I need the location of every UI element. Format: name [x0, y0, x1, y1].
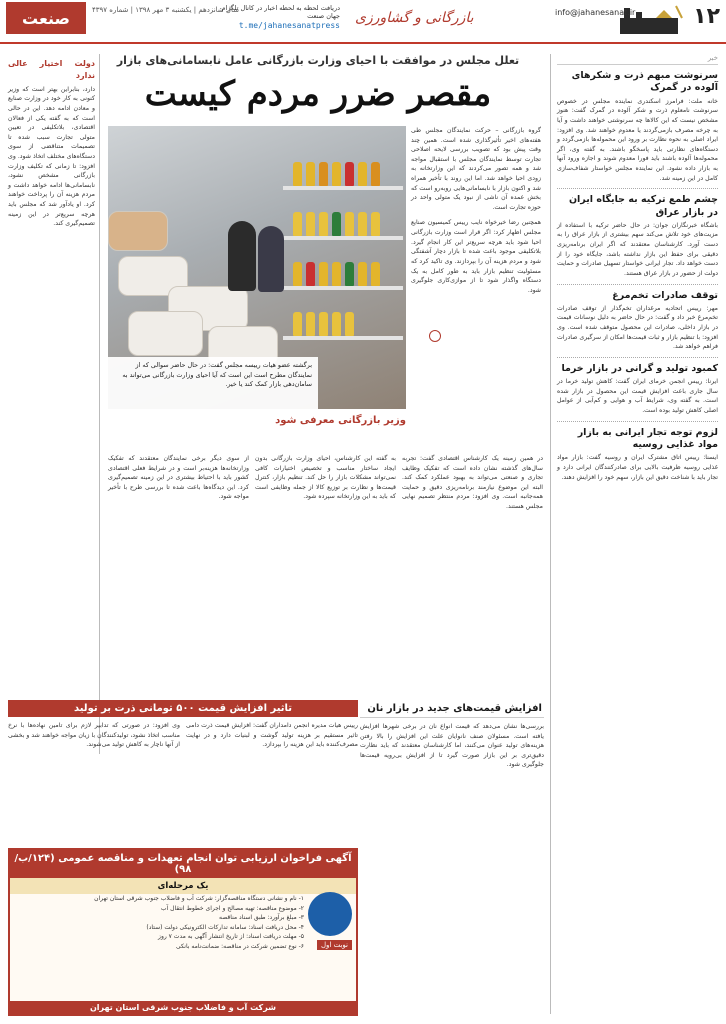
oil-bottle	[332, 162, 341, 186]
oil-bottle	[319, 162, 328, 186]
oil-bottle	[358, 162, 367, 186]
brief-title: لزوم توجه تجار ایرانی به بازار مواد غذایی روسیه	[577, 426, 718, 451]
oil-bottle	[345, 212, 354, 236]
story-kicker: تعلل مجلس در موافقت با احیای وزارت بازرگانی عامل نابسامانی‌های بازار	[116, 54, 520, 67]
ad-line: ۱- نام و نشانی دستگاه مناقصه‌گزار: شرکت آب و فاضلاب جنوب شرقی استان تهران	[94, 895, 304, 902]
brief-title: توقف صادرات تخم‌مرغ	[612, 289, 718, 301]
article-text: همچنین رضا خیرخواه نایب رییس کمیسیون صنایع مجلس اظهار کرد: اگر قرار است وزارت بازرگانی احیا شود باید هرچه سریع‌تر این کار انجام گیرد. بلاتکلیفی موجود باعث شده تا بازار دچار آشفتگی شود و مردم هزینه آن را بپردازند. وی تاکید کرد که مسئولیت تنظیم بازار باید به طور کامل به یک دستگاه واگذار شود تا از موازی‌کاری جلوگیری شود.	[411, 219, 541, 294]
quote-block	[108, 415, 406, 426]
article-text: رییس هیات مدیره انجمن دامداران گفت: افزایش قیمت ذرت دامی تاثیر مستقیم بر هزینه تولید گوشت و لبنیات دارد و در نهایت مصرف‌کننده باید این هزینه را بپردازد.	[186, 722, 358, 749]
tender-advertisement	[8, 848, 358, 1016]
photo-caption: برگشته عضو هیات رییسه مجلس گفت: در حال حاضر سوالی که از نمایندگان مطرح است این است که آیا احیای وزارت بازرگانی می‌تواند به سامان‌دهی بازار کمک کند یا خیر.	[108, 357, 318, 409]
svg-text:صنعت: صنعت	[22, 9, 70, 28]
issue-date: سال شانزدهم | یکشنبه ۳ مهر ۱۳۹۸ | شماره ۴۳۹۷	[92, 6, 239, 14]
article-text: به گفته این کارشناس، احیای وزارت بازرگانی بدون ایجاد ساختار مناسب و تخصیص اختیارات کافی نمی‌تواند مشکلات بازار را حل کند. تنظیم بازار، کنترل قیمت‌ها و نظارت بر توزیع کالا از جمله وظایفی است که باید به این وزارتخانه سپرده شود.	[255, 455, 396, 501]
brief-title: سرنوشت مبهم ذرت و شکرهای آلوده در گمرک	[571, 70, 718, 94]
oil-bottle	[371, 212, 380, 236]
story-photo	[108, 126, 406, 409]
column-subhead: دولت اختیار عالی ندارد	[8, 59, 95, 81]
oil-bottle	[293, 312, 302, 336]
brief-text: باشگاه خبرنگاران جوان: در حال حاضر ترکیه با استفاده از مزیت‌های خود تلاش می‌کند سهم بیشتری از بازار عراق را به دست آورد. کارشناسان معتقدند که اگر ایران برنامه‌ریزی دقیقی برای حفظ این بازار نداشته باشد، جایگاه خود را از دست خواهد داد. تجار ایرانی خواستار تسهیل صادرات و حمایت دولت از حضور در بازار عراق هستند.	[557, 221, 718, 277]
oil-bottle	[306, 262, 315, 286]
shelf	[283, 236, 403, 240]
divider	[557, 357, 718, 358]
oil-bottle	[306, 212, 315, 236]
oil-bottle	[358, 212, 367, 236]
oil-bottle	[319, 312, 328, 336]
oil-bottle	[293, 212, 302, 236]
article-text: از سوی دیگر برخی نمایندگان معتقدند که تفکیک وزارتخانه‌ها هزینه‌بر است و در شرایط فعلی اقتصادی کشور باید با احتیاط بیشتری در این زمینه تصمیم‌گیری کرد. این دیدگاه‌ها باعث شده تا بررسی طرح با تأخیر مواجه شود.	[108, 455, 249, 501]
ad-line: ۵- مهلت دریافت اسناد: از تاریخ انتشار آگهی به مدت ۷ روز	[158, 933, 304, 941]
corn-price-story	[8, 700, 358, 750]
oil-bottle	[306, 312, 315, 336]
oil-bottle	[345, 312, 354, 336]
ad-first-notice-badge: نوبت اول	[317, 940, 352, 950]
ad-details	[16, 894, 304, 952]
telegram-link[interactable]: t.me/jahanesanatpress	[238, 20, 340, 30]
oil-bottle	[306, 162, 315, 186]
oil-bottle	[345, 162, 354, 186]
telegram-text: دریافت لحظه به لحظه اخبار در کانال تلگرام جهان صنعت	[221, 4, 340, 21]
story-headline: مقصر ضرر مردم کیست	[144, 74, 492, 114]
shelf	[283, 336, 403, 340]
oil-bottle	[332, 312, 341, 336]
ad-line: ۴- محل دریافت اسناد: سامانه تدارکات الکترونیکی دولت (ستاد)	[146, 923, 304, 931]
ad-footer: شرکت آب و فاضلاب جنوب شرقی استان تهران	[10, 1001, 356, 1014]
newspaper-logo	[6, 2, 86, 34]
divider	[557, 284, 718, 285]
water-company-logo	[308, 892, 352, 936]
column-label: خبر	[557, 54, 718, 65]
news-briefs-column	[550, 54, 718, 1014]
article-text: وی افزود: در صورتی که تدابیر لازم برای تامین نهاده‌ها با نرخ مناسب اتخاذ نشود، تولیدکنندگان با زیان مواجه خواهند شد و بخشی از آنها ناچار به کاهش تولید می‌شوند.	[8, 722, 180, 749]
left-side-column	[8, 54, 100, 754]
column-body: دارد، بنابراین بهتر است که وزیر کنونی به کار خود در وزارت صنایع و معادن ادامه دهد. این در حالی است که به گفته یکی از فعالان اقتصادی، بلاتکلیفی در تعیین متولی تجارت سبب شده تا تصمیمات متناقضی از سوی دستگاه‌های مختلف اتخاذ شود. وی افزود: تا زمانی که تکلیف وزارت بازرگانی مشخص نشود، نابسامانی‌ها ادامه خواهد داشت و مردم هزینه آن را پرداخت خواهند کرد. او یادآور شد که مجلس باید هرچه سریع‌تر در این زمینه تصمیم‌گیری کند.	[8, 85, 95, 228]
oil-bottle	[293, 262, 302, 286]
oil-bottle	[371, 162, 380, 186]
brief-text: خانه ملت: فرامرز اسکندری نماینده مجلس در خصوص سرنوشت نامعلوم ذرت و شکر آلوده در گمرک گفت: هنوز مشخص نیست که این کالاها چه سرنوشتی خواهند داشت و آیا به چرخه مصرف بازمی‌گردند یا معدوم خواهند شد. وی افزود: ایراد اصلی به نحوه نظارت بر ورود این محموله‌ها بازمی‌گردد و دستگاه‌های نظارتی باید پاسخگو باشند. به گفته وی، اگر محموله‌ها آلوده باشند باید فورا معدوم شوند و اجازه ورود آنها به بازار داده نشود. این نماینده مجلس خواستار شفاف‌سازی کامل در این زمینه شد.	[557, 97, 718, 182]
story-columns	[8, 721, 358, 750]
ad-line: ۲- موضوع مناقصه: تهیه مصالح و اجرای خطوط انتقال آب	[160, 904, 304, 912]
divider	[557, 188, 718, 189]
oil-bottle	[358, 262, 367, 286]
brief-text: ایسنا: رییس اتاق مشترک ایران و روسیه گفت: بازار مواد غذایی روسیه ظرفیت بالایی برای صادرکنندگان ایرانی دارد و تجار باید با شناخت دقیق این بازار، سهم خود را افزایش دهند.	[557, 454, 718, 481]
oil-bottle	[345, 262, 354, 286]
oil-bottle	[293, 162, 302, 186]
brief-title: چشم طمع ترکیه به جایگاه ایران در بازار عراق	[568, 194, 718, 218]
shelf	[283, 186, 403, 190]
ad-line: ۳- مبلغ برآورد: طبق اسناد مناقصه	[218, 914, 304, 922]
bread-price-story	[360, 700, 544, 770]
masthead	[0, 0, 726, 44]
oil-bottle	[319, 262, 328, 286]
story-headline: افزایش قیمت‌های جدید در بازار نان	[360, 700, 544, 718]
quote-title: وزیر بازرگانی معرفی شود	[275, 415, 406, 426]
story-headline: تاثیر افزایش قیمت ۵۰۰ تومانی ذرت بر تولید	[8, 700, 358, 717]
page-number: ۱۲	[693, 4, 720, 29]
email-address[interactable]: info@jahanesanat.ir	[555, 8, 636, 17]
article-text	[8, 58, 95, 229]
article-text: گروه بازرگانی – حرکت نمایندگان مجلس طی هفته‌های اخیر تأثیرگذاری شده است. همین چند وقت پیش بود که تصویب بررسی لایحه اصلاحی تجارت توسط نمایندگان مجلس با استقبال مواجه شد و همه تصور می‌کردند که این وزارتخانه به زودی احیا خواهد شد. اما این روند با تأخیر همراه شد و اکنون بازار با نابسامانی‌هایی روبه‌رو است که بخش عمده آن ناشی از نبود یک متولی واحد در حوزه تجارت است.	[411, 127, 541, 211]
rice-sack	[128, 311, 203, 356]
rice-sack	[108, 211, 168, 251]
brief-text: مهر: رییس اتحادیه مرغداران تخم‌گذار از توقف صادرات تخم‌مرغ خبر داد و گفت: در حال حاضر به دلیل نوسانات قیمت در بازار داخلی، صادرات این محصول متوقف شده است. وی افزود: با تنظیم بازار و ثبات قیمت‌ها امکان از سرگیری صادرات فراهم خواهد شد.	[557, 304, 718, 351]
oil-bottle	[332, 212, 341, 236]
shopper-figure	[228, 221, 256, 291]
oil-bottle	[371, 262, 380, 286]
oil-bottle	[319, 212, 328, 236]
ad-headline: آگهی فراخوان ارزیابی توان انجام تعهدات و مناقصه عمومی (۱۲۴/ب/۹۸)	[10, 850, 356, 878]
article-text: بررسی‌ها نشان می‌دهد که قیمت انواع نان در برخی شهرها افزایش یافته است. مسئولان صنف نانوایان علت این افزایش را بالا رفتن هزینه‌های تولید عنوان می‌کنند، اما کارشناسان معتقدند که باید نظارت دقیق‌تری بر این بازار صورت گیرد تا از افزایش بی‌رویه قیمت‌ها جلوگیری شود.	[360, 723, 544, 769]
brief-title: کمبود تولید و گرانی در بازار خرما	[561, 362, 718, 374]
section-title: بازرگانی و گشاورزی	[355, 10, 474, 26]
shopper-figure	[258, 226, 284, 292]
ad-subhead: یک مرحله‌ای	[10, 878, 356, 894]
article-text: در همین زمینه یک کارشناس اقتصادی گفت: تجربه سال‌های گذشته نشان داده است که تفکیک وظایف تجاری و صنعتی می‌تواند به بهبود عملکرد کمک کند. البته این موضوع نیازمند برنامه‌ریزی دقیق و حمایت همه‌جانبه است. وی افزود: مردم منتظر تصمیم نهایی مجلس هستند.	[402, 455, 543, 511]
shelf	[283, 286, 403, 290]
brief-text: ایرنا: رییس انجمن خرمای ایران گفت: کاهش تولید خرما در سال جاری باعث افزایش قیمت این محصول در بازار شده است. به گفته وی، شرایط آب و هوایی و کم‌آبی از عوامل اصلی کاهش تولید بوده است.	[557, 378, 718, 415]
oil-bottle	[332, 262, 341, 286]
divider	[557, 421, 718, 422]
ad-line: ۶- نوع تضمین شرکت در مناقصه: ضمانت‌نامه بانکی	[175, 942, 304, 950]
